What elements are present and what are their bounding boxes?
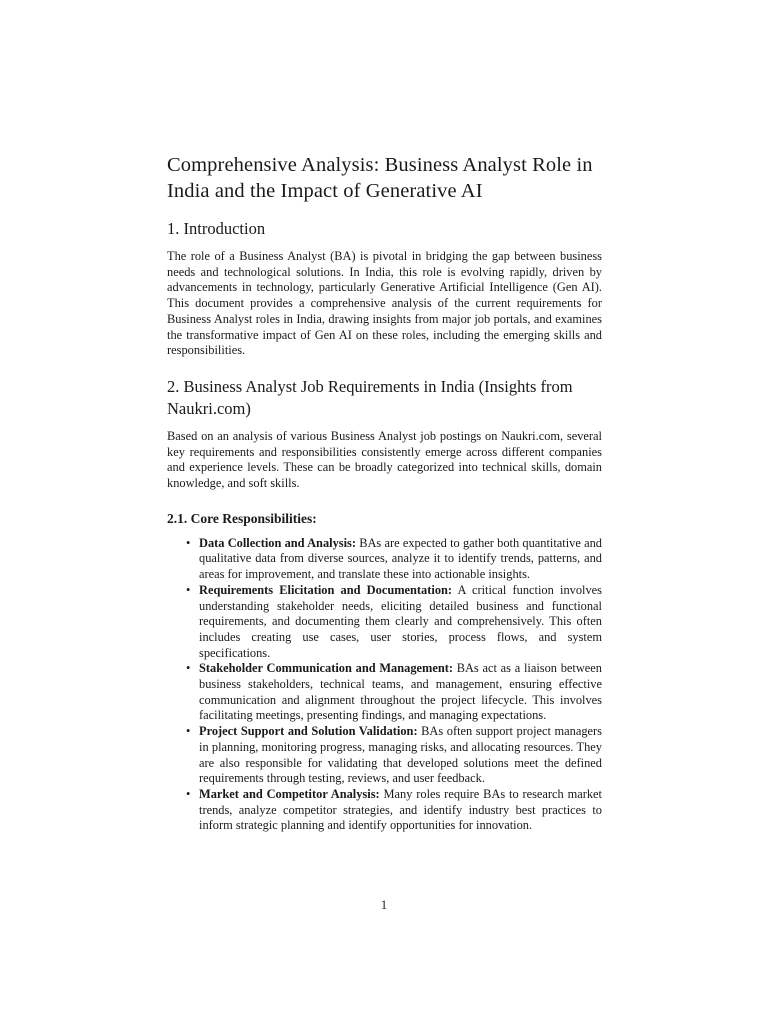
core-responsibilities-list [167, 536, 602, 834]
list-item [186, 582, 602, 662]
list-item [186, 786, 602, 834]
list-item-term: Requirements Elicitation and Documentation: [199, 582, 453, 597]
bullet-icon: • [186, 661, 191, 676]
section-job-requirements [167, 376, 602, 834]
bullet-icon: • [186, 786, 191, 801]
list-item-term: Data Collection and Analysis: [199, 535, 356, 550]
section-introduction [167, 218, 602, 359]
list-item [186, 661, 602, 724]
list-item-term: Market and Competitor Analysis: [199, 786, 380, 801]
list-item-text: Many roles require BAs to research market trends, analyze competitor strategies, and identify industry best practices to inform strategic planning and identify opportunities for innovation. [199, 786, 602, 833]
list-item-text: A critical function involves understanding stakeholder needs, eliciting detailed business and functional requirements, and documenting them clearly and comprehensively. This often includes creating use cases, user stories, process flows, and system specifications. [199, 582, 602, 660]
introduction-paragraph: The role of a Business Analyst (BA) is pivotal in bridging the gap between business needs and technological solutions. In India, this role is evolving rapidly, driven by advancements in technology, particularly Generative Artificial Intelligence (Gen AI). This document provides a comprehensive analysis of the current requirements for Business Analyst roles in India, drawing insights from major job portals, and examines the transformative impact of Gen AI on these roles, including the emerging skills and responsibilities. [167, 249, 602, 358]
job-requirements-heading: 2. Business Analyst Job Requirements in India (Insights from Naukri.com) [167, 376, 573, 418]
core-responsibilities-heading: 2.1. Core Responsibilities: [167, 510, 317, 526]
list-item [186, 535, 602, 583]
document-page [167, 152, 602, 834]
list-item-term: Stakeholder Communication and Management: [199, 661, 453, 676]
introduction-heading: 1. Introduction [167, 219, 266, 238]
list-item-term: Project Support and Solution Validation: [199, 724, 418, 739]
bullet-icon: • [186, 724, 191, 739]
list-item-text: BAs are expected to gather both quantitative and qualitative data from diverse sources, analyze it to identify trends, patterns, and areas for improvement, and translate these into actionable insights. [199, 535, 602, 582]
job-requirements-paragraph: Based on an analysis of various Business Analyst job postings on Naukri.com, several key requirements and responsibilities consistently emerge across different companies and experience levels. These can be broadly categorized into technical skills, domain knowledge, and soft skills. [167, 428, 602, 491]
page-number: 1 [380, 898, 388, 912]
bullet-icon: • [186, 582, 191, 597]
list-item-text: BAs act as a liaison between business stakeholders, technical teams, and management, ensuring effective communication and alignment throughout the project lifecycle. This involves facilitating meetings, presenting findings, and managing expectations. [199, 661, 602, 723]
list-item [186, 724, 603, 787]
list-item-text: BAs often support project managers in planning, monitoring progress, managing risks, and allocating resources. They are also responsible for validating that developed solutions meet the defined requirements through testing, reviews, and user feedback. [199, 724, 603, 786]
bullet-icon: • [186, 535, 191, 550]
document-title: Comprehensive Analysis: Business Analyst Role in India and the Impact of Generative AI [167, 154, 593, 202]
